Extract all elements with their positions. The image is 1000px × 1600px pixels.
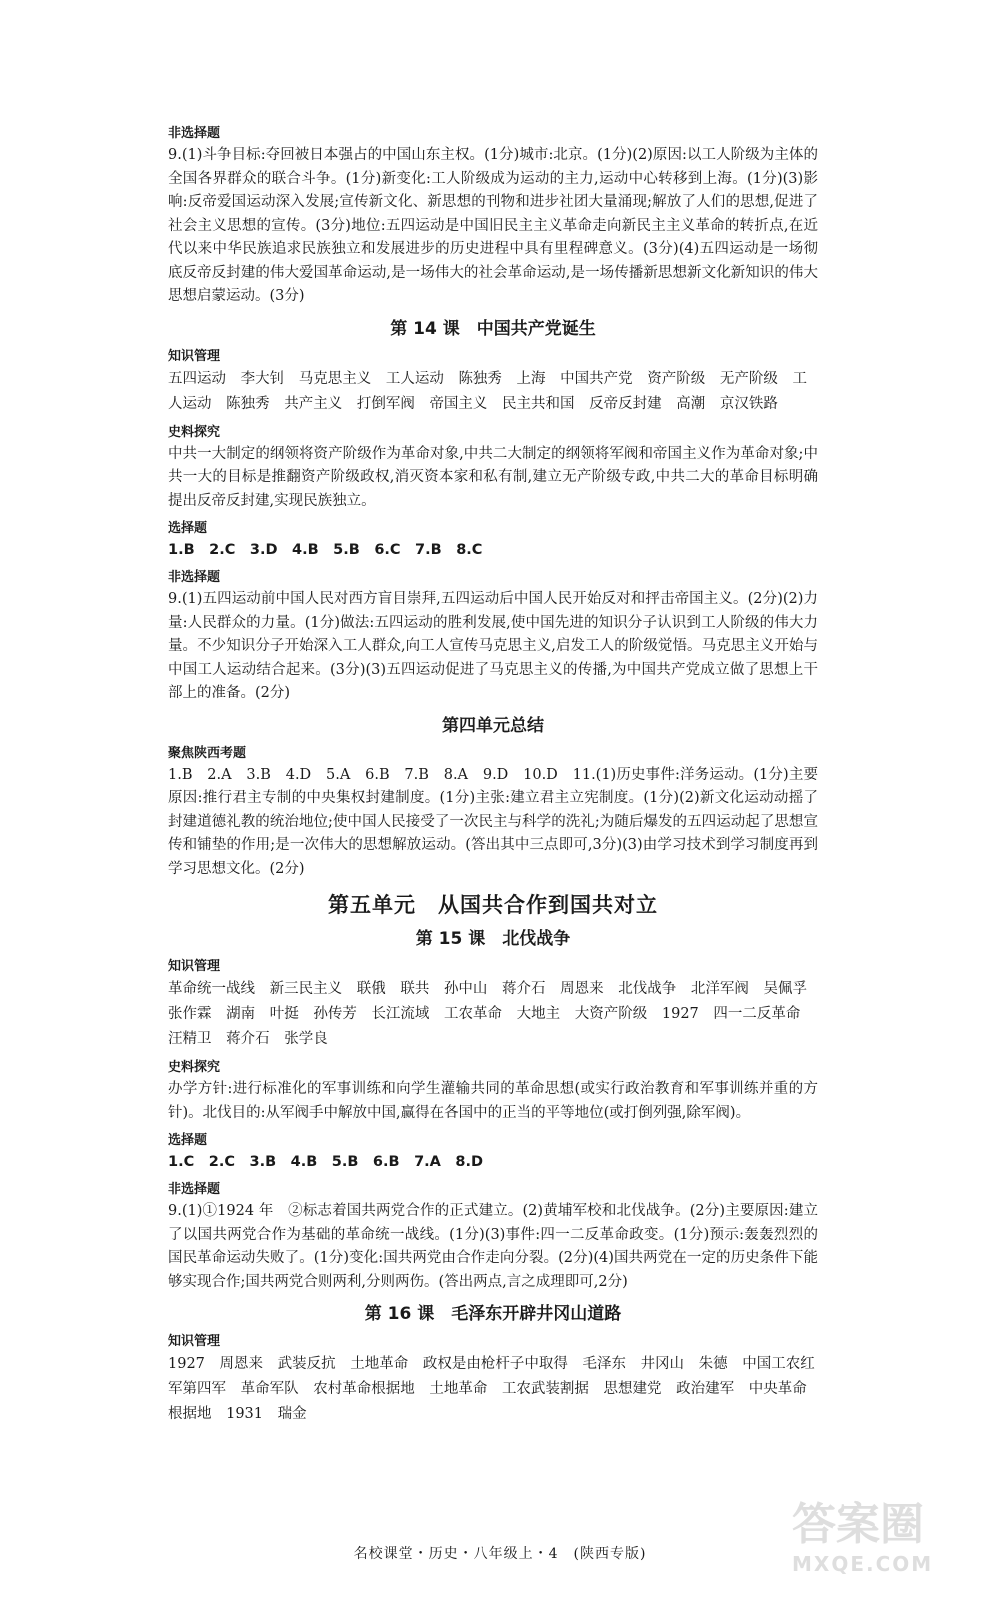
answer-paragraph: 9.(1)①1924 年 ②标志着国共两党合作的正式建立。(2)黄埔军校和北伐战争。(2分)主要原因:建立了以国共两党合作为基础的革命统一战线。(1分)(3)事件:四一二反革命政变。(1分)预示:轰轰烈烈的国民革命运动失败了。(1分)变化:国共两党由合作走向分裂。(2分)(4)国共两党在一定的历史条件下能够实现合作;国共两党合则两利,分则两伤。(答出两点,言之成理即可,2分) bbox=[168, 1203, 818, 1290]
keyword-item: 联俄 bbox=[356, 981, 386, 997]
keyword-list bbox=[168, 977, 818, 1052]
keyword-item: 陈独秀 bbox=[458, 370, 502, 387]
keyword-item: 政权是由枪杆子中取得 bbox=[422, 1356, 568, 1372]
keyword-item: 工人运动 bbox=[385, 370, 444, 387]
keyword-item: 蒋介石 bbox=[502, 981, 546, 997]
keyword-item: 孙传芳 bbox=[313, 1006, 357, 1022]
keyword-item: 李大钊 bbox=[240, 370, 285, 387]
section-heading: 选择题 bbox=[168, 521, 208, 536]
keyword-item: 四一二反革命 bbox=[713, 1006, 801, 1022]
keyword-item: 马克思主义 bbox=[298, 370, 372, 387]
keyword-item: 民主共和国 bbox=[502, 395, 575, 412]
keyword-item: 共产主义 bbox=[284, 395, 343, 412]
keyword-item: 朱德 bbox=[698, 1356, 728, 1372]
unit-title: 第五单元 从国共合作到国共对立 bbox=[328, 893, 658, 917]
keyword-item: 革命统一战线 bbox=[168, 981, 255, 997]
keyword-list bbox=[168, 1352, 818, 1427]
section-heading: 选择题 bbox=[168, 1133, 208, 1148]
keyword-item: 中国工农红军第四军 bbox=[168, 1356, 815, 1397]
keyword-item: 土地革命 bbox=[350, 1356, 409, 1372]
keyword-item: 孙中山 bbox=[443, 981, 488, 997]
keyword-item: 农村革命根据地 bbox=[313, 1381, 415, 1397]
choice-answers: 1.C 2.C 3.B 4.B 5.B 6.B 7.A 8.D bbox=[168, 1154, 484, 1170]
keyword-item: 张作霖 bbox=[168, 1006, 212, 1022]
watermark-url: MXQE.COM bbox=[792, 1552, 934, 1576]
keyword-item: 长江流域 bbox=[371, 1006, 430, 1022]
section-heading: 非选择题 bbox=[168, 1182, 221, 1197]
keyword-list bbox=[168, 367, 818, 417]
lesson-title: 第 16 课 毛泽东开辟井冈山道路 bbox=[364, 1304, 622, 1324]
keyword-item: 思想建党 bbox=[603, 1381, 662, 1397]
keyword-item: 大地主 bbox=[516, 1006, 561, 1022]
keyword-item: 上海 bbox=[516, 370, 546, 387]
keyword-item: 中央革命根据地 bbox=[168, 1381, 807, 1422]
watermark-text: 答案圈 bbox=[792, 1499, 924, 1550]
keyword-item: 工农革命 bbox=[444, 1006, 503, 1022]
keyword-item: 北伐战争 bbox=[618, 981, 677, 997]
keyword-item: 汪精卫 bbox=[168, 1031, 212, 1047]
answer-paragraph: 1.B 2.A 3.B 4.D 5.A 6.B 7.B 8.A 9.D 10.D 11.(1)历史事件:洋务运动。(1分)主要原因:推行君主专制的中央集权封建制度。(1分)主张:建立君主立宪制度。(1分)(2)新文化运动动摇了封建道德礼教的统治地位;使中国人民接受了一次民主与科学的洗礼;为随后爆发的五四运动起了思想宣传和铺垫的作用;是一次伟大的思想解放运动。(答出其中三点即可,3分)(3)由学习技术到学习制度再到学习思想文化。(2分) bbox=[168, 766, 818, 877]
answer-paragraph: 9.(1)斗争目标:夺回被日本强占的中国山东主权。(1分)城市:北京。(1分)(2)原因:以工人阶级为主体的全国各界群众的联合斗争。(1分)新变化:工人阶级成为运动的主力,运动中心转移到上海。(1分)(3)影响:反帝爱国运动深入发展;宣传新文化、新思想的刊物和进步社团大量涌现;解放了人们的思想,促进了社会主义思想的宣传。(3分)地位:五四运动是中国旧民主主义革命走向新民主主义革命的转折点,在近代以来中华民族追求民族独立和发展进步的历史进程中具有里程碑意义。(3分)(4)五四运动是一场彻底反帝反封建的伟大爱国革命运动,是一场伟大的社会革命运动,是一场传播新思想新文化新知识的伟大思想启蒙运动。(3分) bbox=[168, 147, 818, 304]
keyword-item: 中国共产党 bbox=[560, 370, 633, 387]
keyword-item: 周恩来 bbox=[560, 981, 604, 997]
keyword-item: 1931 bbox=[226, 1406, 264, 1422]
section-heading: 史料探究 bbox=[168, 424, 221, 440]
keyword-item: 蒋介石 bbox=[226, 1031, 270, 1047]
keyword-item: 联共 bbox=[400, 981, 430, 997]
keyword-item: 吴佩孚 bbox=[763, 981, 807, 997]
keyword-item: 帝国主义 bbox=[429, 395, 488, 412]
keyword-item: 政治建军 bbox=[676, 1381, 735, 1397]
keyword-item: 土地革命 bbox=[429, 1381, 488, 1397]
watermark-logo bbox=[792, 1488, 982, 1588]
answer-paragraph: 办学方针:进行标准化的军事训练和向学生灌输共同的革命思想(或实行政治教育和军事训练并重的方针)。北伐目的:从军阀手中解放中国,赢得在各国中的正当的平等地位(或打倒列强,除军阀)。 bbox=[168, 1081, 818, 1121]
answer-paragraph: 中共一大制定的纲领将资产阶级作为革命对象,中共二大制定的纲领将军阀和帝国主义作为革命对象;中共一大的目标是推翻资产阶级政权,消灭资本家和私有制,建立无产阶级专政,中共二大的革命目标明确提出反帝反封建,实现民族独立。 bbox=[168, 445, 818, 509]
keyword-item: 反帝反封建 bbox=[589, 395, 662, 412]
lesson-title: 第 15 课 北伐战争 bbox=[415, 929, 571, 949]
keyword-item: 周恩来 bbox=[219, 1356, 264, 1372]
keyword-item: 无产阶级 bbox=[719, 370, 778, 387]
page-footer: 名校课堂・历史・八年级上・4 (陕西专版) bbox=[353, 1546, 647, 1562]
unit-summary-title: 第四单元总结 bbox=[442, 715, 544, 736]
keyword-item: 井冈山 bbox=[640, 1356, 685, 1372]
keyword-item: 武装反抗 bbox=[277, 1356, 336, 1372]
keyword-item: 毛泽东 bbox=[582, 1356, 626, 1372]
section-heading: 史料探究 bbox=[168, 1060, 221, 1075]
keyword-item: 陈独秀 bbox=[226, 395, 270, 412]
lesson-title: 第 14 课 中国共产党诞生 bbox=[390, 318, 596, 339]
keyword-item: 1927 bbox=[661, 1006, 699, 1022]
keyword-item: 工人运动 bbox=[168, 370, 807, 412]
keyword-item: 高潮 bbox=[676, 395, 706, 412]
choice-answers: 1.B 2.C 3.D 4.B 5.B 6.C 7.B 8.C bbox=[168, 542, 483, 558]
keyword-item: 打倒军阀 bbox=[356, 395, 415, 412]
keyword-item: 瑞金 bbox=[277, 1406, 307, 1422]
keyword-item: 五四运动 bbox=[168, 370, 226, 387]
section-heading: 非选择题 bbox=[168, 126, 221, 141]
section-heading: 非选择题 bbox=[168, 570, 221, 585]
section-heading: 知识管理 bbox=[168, 1334, 221, 1349]
keyword-item: 京汉铁路 bbox=[719, 395, 778, 412]
answer-paragraph: 9.(1)五四运动前中国人民对西方盲目崇拜,五四运动后中国人民开始反对和抨击帝国主义。(2分)(2)力量:人民群众的力量。(1分)做法:五四运动的胜利发展,使中国先进的知识分子认识到工人阶级的伟大力量。不少知识分子开始深入工人群众,向工人宣传马克思主义,启发工人的阶级觉悟。马克思主义开始与中国工人运动结合起来。(3分)(3)五四运动促进了马克思主义的传播,为中国共产党成立做了思想上干部上的准备。(2分) bbox=[168, 591, 818, 701]
keyword-item: 革命军队 bbox=[240, 1381, 299, 1397]
keyword-item: 张学良 bbox=[284, 1031, 328, 1047]
keyword-item: 新三民主义 bbox=[269, 981, 343, 997]
section-heading: 知识管理 bbox=[168, 348, 221, 364]
keyword-item: 大资产阶级 bbox=[574, 1006, 648, 1022]
keyword-item: 北洋军阀 bbox=[690, 981, 749, 997]
keyword-item: 工农武装割据 bbox=[501, 1381, 589, 1397]
keyword-item: 叶挺 bbox=[269, 1006, 299, 1022]
keyword-item: 1927 bbox=[168, 1356, 205, 1372]
keyword-item: 湖南 bbox=[226, 1006, 256, 1022]
keyword-item: 资产阶级 bbox=[647, 370, 706, 387]
answer-page bbox=[168, 118, 818, 1427]
section-heading: 聚焦陕西考题 bbox=[168, 745, 247, 761]
section-heading: 知识管理 bbox=[168, 959, 221, 974]
